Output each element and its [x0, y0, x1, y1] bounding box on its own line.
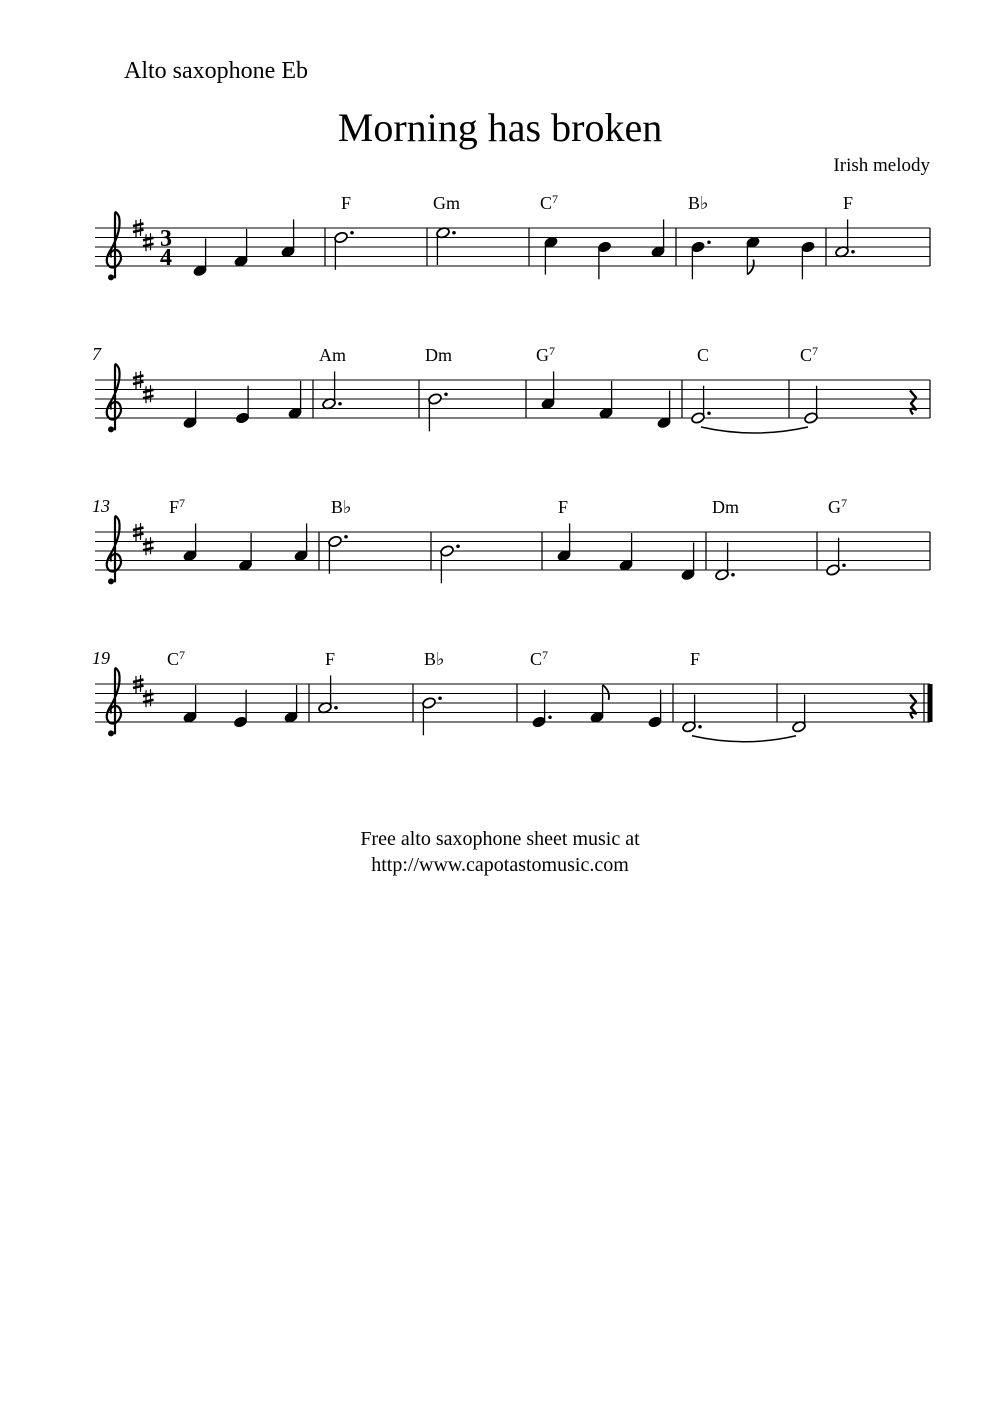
note: [682, 694, 702, 733]
dot-icon: [731, 573, 735, 577]
note: [284, 685, 299, 724]
note: [422, 696, 442, 735]
note: [183, 523, 198, 562]
note: [233, 690, 248, 729]
measure-number: 7: [92, 344, 101, 364]
dot-icon: [698, 725, 702, 729]
chord-symbol: $G^7$: [828, 496, 847, 517]
chord-symbol: C: [697, 345, 710, 365]
staff-system: [92, 344, 930, 433]
chord-symbol: B♭: [331, 497, 352, 517]
note: [619, 533, 634, 572]
note: [322, 371, 342, 410]
composer-label: Irish melody: [833, 155, 930, 176]
dot-icon: [707, 411, 711, 415]
note: [541, 371, 556, 410]
dot-icon: [438, 696, 442, 700]
chord-symbol: $F^7$: [169, 496, 186, 517]
note: [235, 386, 250, 425]
chord-symbol: F: [558, 497, 569, 517]
note: [183, 390, 198, 429]
sharp-icon: [143, 385, 154, 403]
chord-symbol: B♭: [424, 649, 445, 669]
dot-icon: [851, 250, 855, 254]
note: [651, 219, 666, 258]
dot-icon: [338, 402, 342, 406]
note: [234, 229, 249, 268]
note: [792, 694, 807, 733]
dot-icon: [350, 231, 354, 235]
chord-symbol: Dm: [712, 497, 739, 517]
chord-symbol: $C^7$: [530, 648, 549, 669]
sharp-icon: [143, 537, 154, 555]
dot-icon: [444, 392, 448, 396]
chord-symbol: F: [325, 649, 336, 669]
staff-system: [95, 192, 930, 280]
footer-line-1: Free alto saxophone sheet music at: [360, 828, 640, 850]
sharp-icon: [143, 233, 154, 251]
note: [428, 392, 448, 431]
chord-symbol: F: [843, 193, 854, 213]
treble-clef-icon: [107, 212, 121, 280]
note: [238, 533, 253, 572]
note: [328, 535, 348, 574]
chord-symbol: $C^7$: [540, 192, 559, 213]
note: [657, 390, 672, 429]
footer: [0, 826, 1000, 878]
note: [334, 231, 354, 270]
quarter-rest-icon: [910, 390, 916, 414]
staff-system: [92, 648, 930, 742]
svg-text:3: 3: [160, 226, 172, 252]
note: [281, 219, 296, 258]
dot-icon: [548, 715, 552, 719]
svg-text:4: 4: [160, 245, 172, 271]
sharp-icon: [143, 689, 154, 707]
page-title: Morning has broken: [337, 105, 663, 150]
chord-symbol: $C^7$: [800, 344, 819, 365]
note: [715, 542, 735, 581]
note: [691, 240, 711, 279]
chord-symbol: F: [341, 193, 352, 213]
note: [294, 523, 309, 562]
note: [557, 523, 572, 562]
tie: [701, 427, 808, 433]
dot-icon: [334, 706, 338, 710]
time-signature: [160, 226, 172, 271]
footer-link[interactable]: http://www.capotastomusic.com: [371, 854, 629, 876]
chord-symbol: Dm: [425, 345, 452, 365]
treble-clef-icon: [107, 516, 121, 584]
note: [746, 236, 761, 275]
measure-number: 13: [92, 496, 110, 516]
dot-icon: [842, 563, 846, 567]
chord-symbol: Am: [319, 345, 346, 365]
note: [318, 675, 338, 714]
dot-icon: [456, 544, 460, 548]
chord-symbol: $G^7$: [536, 344, 555, 365]
chord-symbol: $C^7$: [167, 648, 186, 669]
note: [440, 544, 460, 583]
dot-icon: [452, 231, 456, 235]
note: [590, 685, 609, 724]
note: [436, 226, 456, 265]
note: [599, 381, 614, 420]
instrument-label: Alto saxophone Eb: [124, 58, 308, 84]
treble-clef-icon: [107, 364, 121, 432]
note: [288, 381, 303, 420]
treble-clef-icon: [107, 668, 121, 736]
chord-symbol: B♭: [688, 193, 709, 213]
measure-number: 19: [92, 648, 110, 668]
note: [648, 690, 663, 729]
note: [183, 685, 198, 724]
note: [597, 241, 612, 280]
note: [801, 241, 816, 280]
dot-icon: [707, 240, 711, 244]
tie: [692, 736, 796, 742]
dot-icon: [344, 535, 348, 539]
note: [681, 542, 696, 581]
note: [835, 219, 855, 258]
note: [804, 386, 819, 425]
chord-symbol: Gm: [433, 193, 460, 213]
staff-system: [92, 496, 930, 584]
note: [544, 236, 559, 275]
note: [193, 238, 208, 277]
quarter-rest-icon: [910, 694, 916, 718]
chord-symbol: F: [690, 649, 701, 669]
